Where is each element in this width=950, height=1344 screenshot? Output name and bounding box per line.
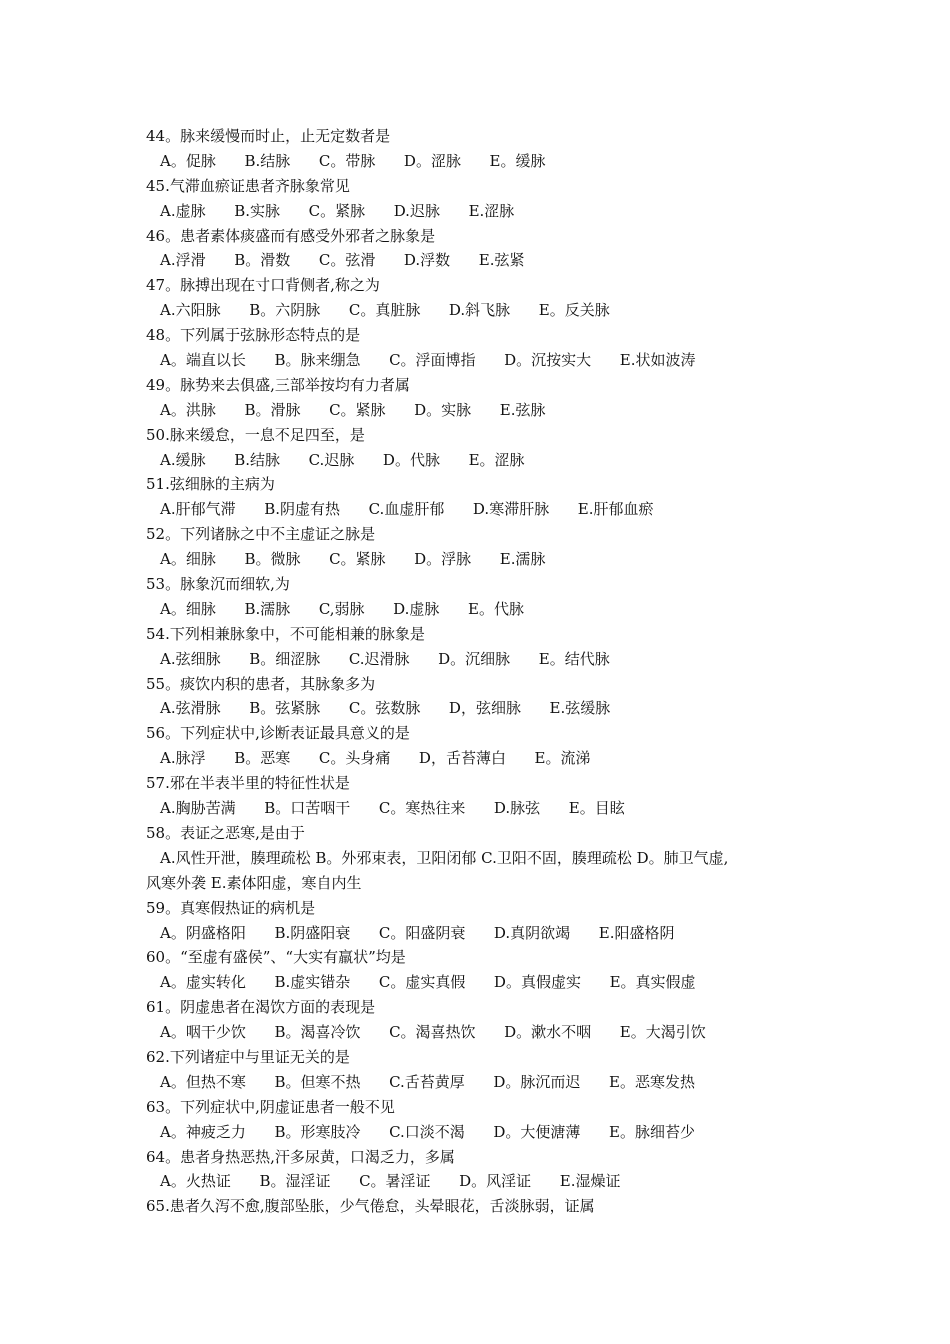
question-text: 48。下列属于弦脉形态特点的是 [146,326,361,345]
question-text: 45.气滞血瘀证患者齐脉象常见 [146,176,350,195]
question-text: 49。脉势来去俱盛,三部举按均有力者属 [146,375,410,394]
question-text: 46。患者素体痰盛而有感受外邪者之脉象是 [146,226,436,245]
options-line: A。洪脉 B。滑脉 C。紧脉 D。实脉 E.弦脉 [160,400,546,419]
question-text: 53。脉象沉而细软,为 [146,575,290,594]
options-line: A。虚实转化 B.虚实错杂 C。虚实真假 D。真假虚实 E。真实假虚 [160,973,696,992]
options-line: A.弦滑脉 B。弦紧脉 C。弦数脉 D，弦细脉 E.弦缓脉 [160,699,611,718]
question-text: 50.脉来缓怠，一息不足四至，是 [146,425,365,444]
options-line: A。细脉 B。微脉 C。紧脉 D。浮脉 E.濡脉 [160,550,546,569]
options-line: A。促脉 B.结脉 C。带脉 D。涩脉 E。缓脉 [160,151,546,170]
options-line: A.虚脉 B.实脉 C。紧脉 D.迟脉 E.涩脉 [160,201,515,220]
question-text: 57.邪在半表半里的特征性状是 [146,774,350,793]
question-text: 55。痰饮内积的患者，其脉象多为 [146,674,376,693]
question-text: 47。脉搏出现在寸口背侧者,称之为 [146,276,380,295]
options-line: A.缓脉 B.结脉 C.迟脉 D。代脉 E。涩脉 [160,450,525,469]
question-text: 64。患者身热恶热,汗多尿黄，口渴乏力，多属 [146,1147,455,1166]
options-line: A.弦细脉 B。细涩脉 C.迟滑脉 D。沉细脉 E。结代脉 [160,649,610,668]
question-text: 54.下列相兼脉象中，不可能相兼的脉象是 [146,624,425,643]
question-text: 56。下列症状中,诊断表证最具意义的是 [146,724,410,743]
question-text: 61。阴虚患者在渴饮方面的表现是 [146,998,376,1017]
options-line: A.风性开泄，腠理疏松 B。外邪束表，卫阳闭郁 C.卫阳不固，腠理疏松 D。肺卫气虚, [160,848,729,867]
question-text: 52。下列诸脉之中不主虚证之脉是 [146,525,376,544]
options-continuation: 风寒外袭 E.素体阳虚，寒自内生 [146,873,362,892]
options-line: A。神疲乏力 B。形寒肢冷 C.口淡不渴 D。大便溏薄 E。脉细苔少 [160,1122,695,1141]
options-line: A.浮滑 B。滑数 C。弦滑 D.浮数 E.弦紧 [160,251,525,270]
options-line: A。咽干少饮 B。渴喜冷饮 C。渴喜热饮 D。漱水不咽 E。大渴引饮 [160,1023,706,1042]
question-text: 51.弦细脉的主病为 [146,475,275,494]
options-line: A。但热不寒 B。但寒不热 C.舌苔黄厚 D。脉沉而迟 E。恶寒发热 [160,1072,695,1091]
question-text: 65.患者久泻不愈,腹部坠胀，少气倦怠，头晕眼花，舌淡脉弱，证属 [146,1197,595,1216]
options-line: A.胸胁苦满 B。口苦咽干 C。寒热往来 D.脉弦 E。目眩 [160,799,625,818]
options-line: A。端直以长 B。脉来绷急 C。浮面博指 D。沉按实大 E.状如波涛 [160,351,696,370]
options-line: A。火热证 B。湿淫证 C。暑淫证 D。风淫证 E.湿燥证 [160,1172,621,1191]
question-text: 63。下列症状中,阴虚证患者一般不见 [146,1097,395,1116]
options-line: A.脉浮 B。恶寒 C。头身痛 D，舌苔薄白 E。流涕 [160,749,591,768]
question-text: 58。表证之恶寒,是由于 [146,823,305,842]
question-text: 62.下列诸症中与里证无关的是 [146,1047,350,1066]
options-line: A。细脉 B.濡脉 C,弱脉 D.虚脉 E。代脉 [160,599,524,618]
options-line: A.六阳脉 B。六阴脉 C。真脏脉 D.斜飞脉 E。反关脉 [160,301,610,320]
question-list [146,124,846,1219]
question-text: 44。脉来缓慢而时止，止无定数者是 [146,127,391,145]
question-text: 60。“至虚有盛侯”、“大实有羸状”均是 [146,948,406,967]
options-line: A.肝郁气滞 B.阴虚有热 C.血虚肝郁 D.寒滞肝脉 E.肝郁血瘀 [160,500,654,519]
options-line: A。阴盛格阳 B.阴盛阳衰 C。阳盛阴衰 D.真阴欲竭 E.阳盛格阴 [160,923,675,942]
question-text: 59。真寒假热证的病机是 [146,898,316,917]
